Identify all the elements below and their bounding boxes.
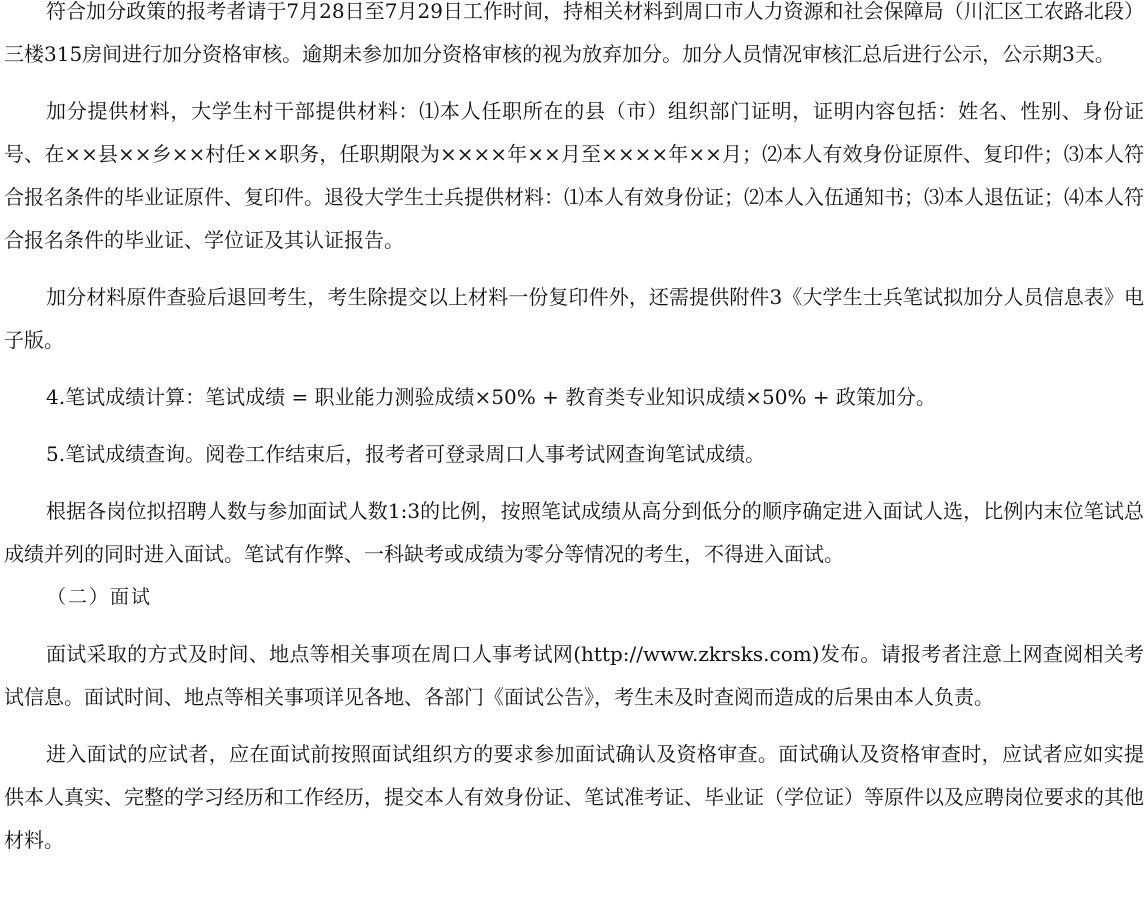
paragraph-bonus-materials: 加分提供材料，大学生村干部提供材料：⑴本人任职所在的县（市）组织部门证明，证明内容包括：姓名、性别、身份证号、在××县××乡××村任××职务，任职期限为××××年××月至××××年××月；⑵本人有效身份证原件、复印件；⑶本人符合报名条件的毕业证原件、复印件。退役大学生士兵提供材料：⑴本人有效身份证；⑵本人入伍通知书；⑶本人退伍证；⑷本人符合报名条件的毕业证、学位证及其认证报告。 bbox=[4, 99, 1144, 252]
paragraph-interview-confirmation: 进入面试的应试者，应在面试前按照面试组织方的要求参加面试确认及资格审查。面试确认及资格审查时，应试者应如实提供本人真实、完整的学习经历和工作经历，提交本人有效身份证、笔试准考证、毕业证（学位证）等原件以及应聘岗位要求的其他材料。 bbox=[4, 742, 1144, 852]
paragraph-materials-return: 加分材料原件查验后退回考生，考生除提交以上材料一份复印件外，还需提供附件3《大学生士兵笔试拟加分人员信息表》电子版。 bbox=[4, 285, 1144, 352]
paragraph-interview-info: 面试采取的方式及时间、地点等相关事项在周口人事考试网(http://www.zkrsks.com)发布。请报考者注意上网查阅相关考试信息。面试时间、地点等相关事项详见各地、各部门《面试公告》，考生未及时查阅而造成的后果由本人负责。 bbox=[4, 642, 1144, 709]
paragraph-interview-ratio: 根据各岗位拟招聘人数与参加面试人数1:3的比例，按照笔试成绩从高分到低分的顺序确定进入面试人选，比例内末位笔试总成绩并列的同时进入面试。笔试有作弊、一科缺考或成绩为零分等情况的考生，不得进入面试。 bbox=[4, 499, 1144, 566]
section-heading-interview: （二）面试 bbox=[47, 586, 153, 608]
paragraph-score-query: 5.笔试成绩查询。阅卷工作结束后，报考者可登录周口人事考试网查询笔试成绩。 bbox=[46, 442, 766, 466]
paragraph-score-calculation: 4.笔试成绩计算：笔试成绩 = 职业能力测验成绩×50% + 教育类专业知识成绩×50% + 政策加分。 bbox=[46, 385, 936, 409]
paragraph-bonus-review: 符合加分政策的报考者请于7月28日至7月29日工作时间，持相关材料到周口市人力资源和社会保障局（川汇区工农路北段）三楼315房间进行加分资格审核。逾期未参加加分资格审核的视为放弃加分。加分人员情况审核汇总后进行公示，公示期3天。 bbox=[4, 0, 1144, 66]
